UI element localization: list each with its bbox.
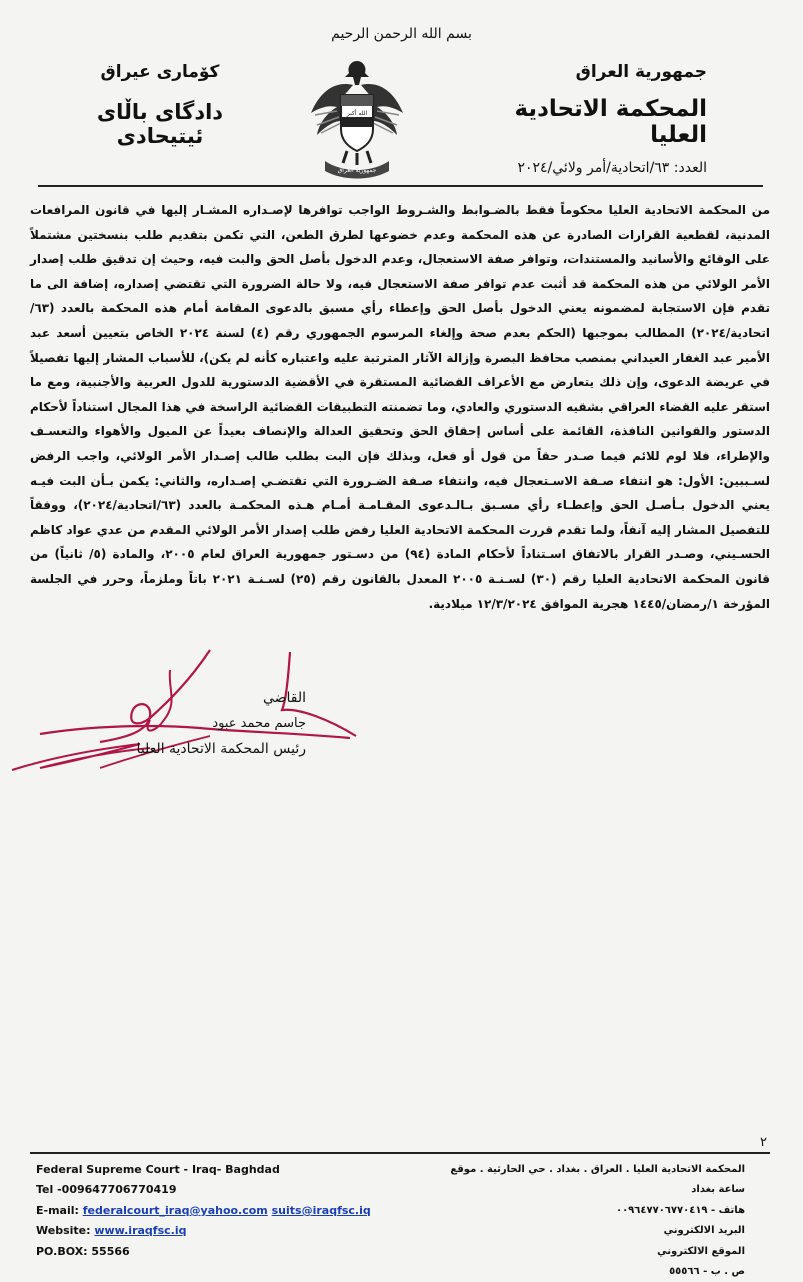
svg-text:الله أكبر: الله أكبر	[346, 110, 368, 117]
svg-text:جمهورية العراق: جمهورية العراق	[337, 167, 377, 174]
footer-website: Website: www.iraqfsc.iq	[36, 1224, 187, 1238]
basmala: بسم الله الرحمن الرحيم	[331, 26, 472, 42]
website-link[interactable]: www.iraqfsc.iq	[94, 1224, 187, 1238]
footer-pobox-ar: ص . ب - ٥٥٥٦٦	[669, 1266, 745, 1278]
page-number: ٢	[760, 1135, 767, 1150]
header-kurdish	[50, 62, 270, 148]
country-name-arabic: جمهورية العراق	[575, 62, 707, 82]
email-link-2[interactable]: suits@iraqfsc.iq	[271, 1203, 371, 1217]
footer-email-ar: البريد الالكتروني	[663, 1225, 745, 1237]
footer-email: E-mail: federalcourt_iraq@yahoo.com suits@iraqfsc.iq	[36, 1203, 371, 1217]
signature-block	[96, 690, 306, 767]
footer-divider	[30, 1152, 770, 1154]
document-number: العدد: ٦٣/اتحادية/أمر ولائي/٢٠٢٤	[517, 160, 707, 176]
email-link-1[interactable]: federalcourt_iraq@yahoo.com	[82, 1203, 268, 1217]
decision-body	[30, 198, 770, 616]
judge-position: رئيس المحكمة الاتحادية العليا	[136, 741, 306, 757]
footer-website-ar: الموقع الالكتروني	[657, 1245, 745, 1257]
court-name-kurdish: دادگاى باڵاى ئيتيحادى	[96, 100, 224, 148]
footer-arabic	[425, 1160, 745, 1282]
header-arabic	[457, 62, 707, 176]
footer-pobox: PO.BOX: 55566	[36, 1244, 130, 1258]
judge-title: القاضي	[262, 690, 306, 706]
decision-paragraph: من المحكمة الاتحادية العليا محكوماً فقط بالضـوابط والشـروط الواجب توافرها لإصـداره المشـار إليها في قانون المرافعات المدنية، لقطعية القرارات الصادرة عن هذه المحكمة وعدم خضوعها لطرق الطعن، التي تكمن بتقديم طلب بنسختين مشتملاً على الوقائع والأسانيد والمستندات، وتوافر صفة الاستعجال، وعدم الدخول بأصل الحق والبت فيه، وحيث إن تدقيق طلب إصدار الأمر الولائي من هذه المحكمة قد أثبت عدم توافر صفة الاستعجال فيه، ولا حالة الضرورة التي تقتضي إصداره، إضافة الى ما تقدم فإن الاستجابة لمضمونه يعني الدخول بأصل الحق وإعطاء رأي مسبق بالدعوى المقامة أمام هذه المحكمة بالعدد (٦٣/اتحادية/٢٠٢٤) المطالب بموجبها (الحكم بعدم صحة وإلغاء المرسوم الجمهوري رقم (٤) لسنة ٢٠٢٤ الخاص بتعيين أسعد عبد الأمير عبد الغفار العيداني بمنصب محافظ البصرة وإزالة الآثار المترتبة عليه واعتباره كأنه لم يكن)، للأسباب المشار إليها تفصيلاً في عريضة الدعوى، وإن ذلك يتعارض مع الأعراف القضائية المستقرة في الأقضية الدستورية للدول العربية والأجنبية، ومع ما استقر عليه القضاء العراقي بشقيه الدستوري والعادي، وما تضمنته التطبيقات القضائية الراسخة في هذا المجال استناداً لأحكام الدستور والقوانين النافذة، القائمة على أساس إحقاق الحق وتحقيق العدالة والإنصاف بعيداً عن الميول والأهواء والتعسـف والإطراء، فلا لوم للائم فيما صـدر حقاً من قول أو فعل، وبذلك فإن البت بطلب طالب إصـدار الأمر الولائي، واجب الرفض لسـببين: الأول: هو انتفاء صـفة الاسـتعجال فيه، وانتفاء صـفة الضـرورة التي تقتضـي إصـداره، والثاني: يكمن بـأن البت فيـه يعني الدخول بـأصـل الحق وإعطـاء رأي مسـبق بـالـدعوى المقـامـة أمـام هـذه المحكمـة بالعدد (٦٣/اتحادية/٢٠٢٤)، ووفقاً للتفصيل المشار إليه آنفاً، ولما تقدم قررت المحكمة الاتحادية العليا رفض طلب إصدار الأمر الولائي المقدم من عدي عواد كاظم الحسـيني، وصـدر القرار بالاتفاق اسـتناداً لأحكام المادة (٩٤) من دسـتور جمهورية العراق لعام ٢٠٠٥، والمادة (٥/ ثانياً) من قانون المحكمة الاتحادية العليا رقم (٣٠) لسـنـة ٢٠٠٥ المعدل بالقانون رقم (٢٥) لسـنـة ٢٠٢١ باتاً وملزماً، وحرر في الجلسة المؤرخة ١/رمضان/١٤٤٥ هجرية الموافق ١٢/٣/٢٠٢٤ ميلادية.	[30, 203, 771, 611]
footer-address-ar: المحكمة الاتحادية العليا . العراق . بغداد . حي الحارثية . موقع ساعة بغداد	[450, 1164, 745, 1196]
footer-phone-ar: هاتف - ٠٠٩٦٤٧٧٠٦٧٧٠٤١٩	[615, 1204, 745, 1216]
footer-tel: Tel -009647706770419	[36, 1183, 177, 1197]
footer-english	[36, 1160, 396, 1262]
footer-court-name: Federal Supreme Court - Iraq- Baghdad	[36, 1163, 280, 1176]
header-divider	[38, 185, 763, 187]
country-name-kurdish: كۆمارى عيراق	[100, 62, 220, 82]
court-name-arabic: المحكمة الاتحادية العليا	[514, 96, 707, 148]
iraq-eagle-emblem-icon	[307, 55, 407, 183]
judge-name: جاسم محمد عبود	[212, 716, 306, 731]
